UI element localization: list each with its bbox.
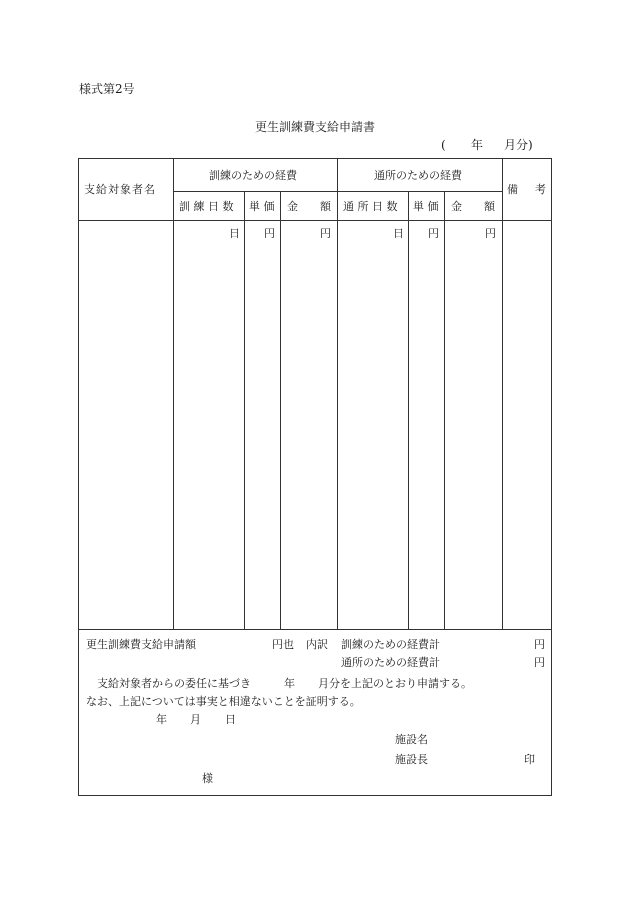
header-unit-price-2: 単 価 (413, 200, 439, 213)
breakdown-label: 内訳 (306, 638, 328, 651)
unit-day-commute: 日 (393, 227, 404, 240)
statement-text-b: 月分を上記のとおり申請する。 (318, 677, 472, 690)
header-training-days: 訓 練 日 数 (179, 200, 234, 213)
training-total-label: 訓練のための経費計 (341, 638, 440, 651)
date-day: 日 (225, 713, 236, 726)
unit-yen-amount-2: 円 (485, 227, 496, 240)
header-commute-days: 通 所 日 数 (343, 200, 398, 213)
form-number: 様式第2号 (79, 82, 135, 96)
header-unit-price-1: 単 価 (249, 200, 275, 213)
unit-yen-unit-price-2: 円 (428, 227, 439, 240)
form-title: 更生訓練費支給申請書 (255, 120, 376, 134)
period-open: ( (441, 138, 446, 152)
commute-total-label: 通所のための経費計 (341, 656, 440, 669)
header-recipient-name: 支給対象者名 (84, 183, 156, 196)
header-training-group: 訓練のための経費 (209, 169, 297, 182)
commute-total-unit: 円 (534, 656, 545, 669)
unit-day-training: 日 (229, 227, 240, 240)
header-commute-group: 通所のための経費 (374, 169, 462, 182)
statement-text-a: 支給対象者からの委任に基づき (97, 677, 251, 690)
request-amount-unit: 円也 (272, 638, 294, 651)
training-total-unit: 円 (534, 638, 545, 651)
honorific: 様 (202, 772, 213, 785)
seal-mark: 印 (524, 753, 535, 766)
facility-name-label: 施設名 (395, 733, 428, 746)
request-amount-label: 更生訓練費支給申請額 (86, 638, 196, 651)
unit-yen-unit-price-1: 円 (264, 227, 275, 240)
statement-year: 年 (284, 677, 295, 690)
header-amount-1: 金 額 (287, 200, 331, 213)
date-month: 月 (190, 713, 201, 726)
facility-head-label: 施設長 (395, 753, 428, 766)
unit-yen-amount-1: 円 (320, 227, 331, 240)
header-remarks: 備 考 (507, 183, 549, 196)
header-amount-2: 金 額 (451, 200, 495, 213)
date-year: 年 (156, 713, 167, 726)
period-month: 月分) (504, 138, 533, 152)
certify-text: なお、上記については事実と相違ないことを証明する。 (86, 695, 361, 708)
period-year: 年 (471, 138, 484, 152)
